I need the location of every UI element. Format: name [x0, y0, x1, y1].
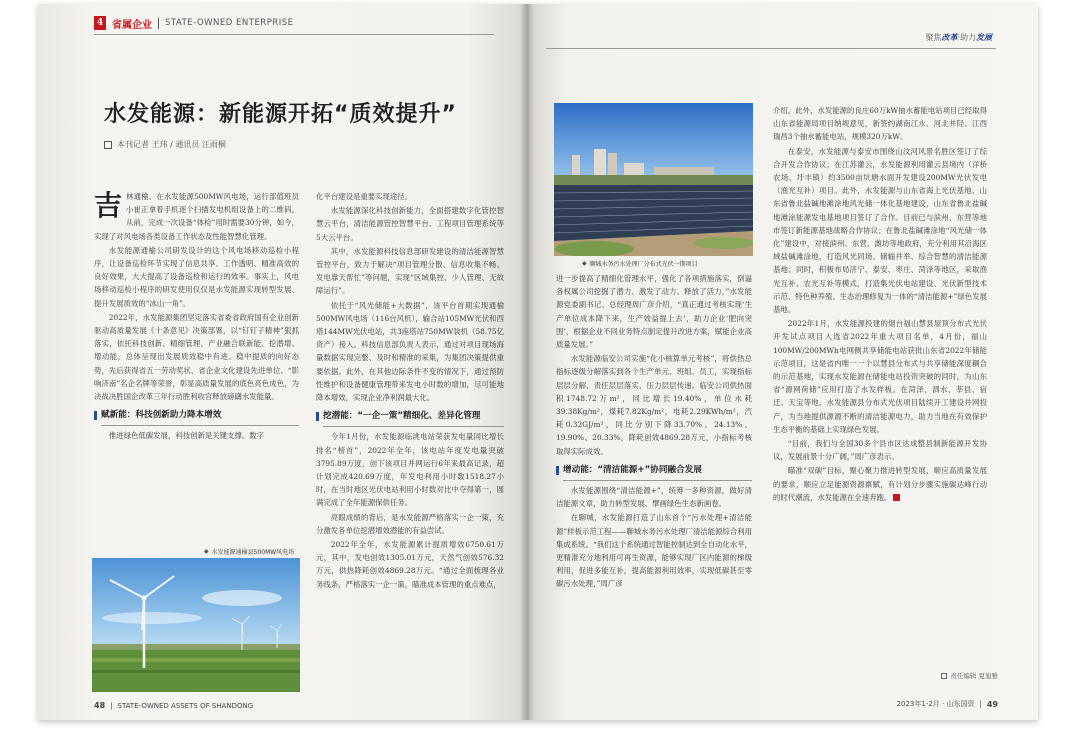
footer-divider: |	[110, 701, 113, 710]
paragraph: 今年1月份，水发能源临洮电站荣获发电量同比增长排名“榜首”，2022年全年，该电站年度发电量突破3795.89万度，创下该项目并网运行6年来最高记录，超计划完成420.69万度，年发电利用小时数1518.27小时，在当时地区光伏电站利用小时数对比中夺得第一，圆满完成了全年能源保供任务。	[316, 432, 504, 508]
subheading: 挖潜能：“一企一策”精细化、差异化管理	[316, 410, 504, 427]
article-column-4	[773, 104, 987, 505]
paragraph: 依托于“风光储能+大数据”，该平台首期实现通榆500MW风电场（116台风机），输合站105MW光伏和西塔144MW光伏电站，共3座塔站750MW装机（58.75亿资产）接入。科技信息部负责人表示，通过对项目现场海量数据实现完整、及时和精准的采集，为集团决策提供重要依据。此外，在其他边际条件不变的情况下，通过预防性维护和设备健康管理带来发电小时数的增加，尽可能地降本增效，实现企业净利润最大化。	[316, 300, 504, 403]
paragraph: 水发能源临安公司实施“化小核算单元考核”，将供热总指标逐级分解落实到各个生产单元、班组、员工，实现指标层层分解、责任层层落实、压力层层传递。临安公司供热面积1748.72万m²，同比增长19.40%，单位水耗39.38Kg/m²，煤耗7.82Kg/m²，电耗2.29KWh/m²，汽耗0.32GJ/m²，同比分别下降33.70%、24.13%、19.90%、20.33%，降耗创效4869.28万元，小指标考核取得实际成效。	[556, 354, 752, 456]
section-title-en: STATE-OWNED ENTERPRISE	[165, 18, 294, 28]
paragraph: 亮眼成绩的背后，是水发能源严格落实一企一策，充分激发各单位挖潜增效潜能的有益尝试。	[316, 512, 504, 535]
paragraph: 化平台建设是重要实现途径。	[316, 192, 413, 201]
header-rule	[94, 34, 494, 35]
paragraph: 瞄准“双碳”目标，聚心聚力推进转型发展，顺应高质量发展的要求，顺应立足能源资源禀赋，有计划分步骤实施碳达峰行动的时代潮流，水发能源在全速奔跑。	[773, 466, 987, 502]
left-page	[38, 4, 526, 720]
header-rule	[546, 48, 996, 49]
byline-text: 本刊记者 王玮 / 通讯员 汪雨桐	[117, 140, 226, 149]
paragraph: 2022年，水发能源集团坚定落实省委省政府国有企业创新驱动高质量发展《十条意见》决策部署，以“钉钉子精神”狠抓落实，依托科技创新、精细管理、产业融合联新能、挖潜增、增动能，总体呈现出发展质效稳中有进、稳中提质的向好态势，先后获得省五一劳动奖状、省企业文化建设先进单位、“影响济南”名企名牌等荣誉，彰显高质量发展的底色亮色成色，为决战决胜国企改革三年行动胜利收官释放磅礴水发能量。	[94, 312, 299, 402]
subheading: 增动能：“清洁能源+”协同融合发展	[556, 464, 752, 481]
paragraph: 介绍。此外，水发能源的良庄60万kW抽水蓄能电站项目已经取得山东省能源局项目纳规意见，新签约湖南江永、河北井陉、江西瑞昌3个抽水蓄能电站，规模320万kW。	[773, 106, 987, 142]
solar-plant-photo	[554, 103, 753, 256]
paragraph: 其中，水发能源科技信息部研发建设的清洁能源智慧管控平台，致力于解决“项目管理分散、信息收集不畅、发电靠天帮忙”等问题，实现“区域集控、少人管理、无故障运行”。	[316, 246, 504, 296]
page-footer-right	[897, 699, 998, 709]
paragraph: 水发能源围绕“清洁能源+”，统筹一多种资源，做好清洁能源文章，助力转型发展、擘画绿色生态新画卷。	[556, 486, 752, 509]
byline	[104, 139, 226, 150]
photo-caption: ◆ 聊城水务污水处理厂分布式光伏一期项目	[582, 260, 698, 268]
paragraph: 2022年全年，水发能源累计提质增效6750.61万元，其中，发电创效1305.01万元，天然气创效576.32万元，供热降耗创效4869.28万元。“通过全面梳理各业务线条，严格落实一企一策，瞄准成本管理的重点难点，	[316, 540, 504, 589]
article-column-1	[94, 190, 299, 444]
drop-cap: 吉	[94, 189, 123, 222]
page-number: 49	[986, 699, 998, 709]
paragraph: 水发能源通榆公司研发设计的这个风电场移动巡检小程序，让设备巡检环节实现了信息共享、工作透明、精准高效的良好效果，大大提高了设备巡检和运行的效率。事实上，风电场移动巡检小程序的研发使用仅仅是水发能源实现转型发展、提升发展质效的“冰山一角”。	[94, 245, 299, 308]
page-footer-left	[94, 701, 253, 710]
footer-divider: |	[979, 700, 982, 708]
paragraph: 在泰安，水发能源与泰安市围绕山汶河风景名胜区签订了综合开发合作协议；在江苏灌云，水发能源利用灌云县境内（洋桥农场、圩丰镇）约3500亩坑塘水面开发建设200MW光伏发电（渔光互补）项目。此外，水发能源与山东省海上光伏基地、山东省鲁北盐碱地滩涂地风光储一体化基地建设，山东省鲁北盐碱地滩涂能源发电基地项目签订了合作。目前已与滨州、东营等地市签订新能源基地战略合作协议；在鲁北盐碱滩涂地“风光储一体化”建设中，对接滨州、东营、潍坊等地政府，充分利用其沿海区域盐碱滩涂地，打造风光同场、储输并举、综合智慧的清洁能源基地；同时，积极布局济宁、泰安、枣庄、菏泽等地区，采取渔光互补、农光互补等模式，打造集光伏电站建设、光伏新型技术示范、特色种养殖、生态治理修复为一体的“清洁能源+”绿色发展基地。	[773, 146, 987, 315]
article-column-3	[556, 272, 752, 592]
camera-icon: ◆	[582, 260, 587, 267]
editor-credit: 责任编辑 夏旭雅	[941, 671, 998, 680]
paragraph: 进一步提高了精细化管理水平，强化了各项措施落实，倒逼各权属公司挖掘了潜力、激发了动力、释放了活力，”水发能源党委副书记、总经理周广彦介绍，“真正通过考核实现‘生产单位成本降下来，生产效益提上去’，助力企业‘肥向突围’，根据企业不同业务特点制定提升改进方案，赋能企业高质量发展。”	[556, 274, 752, 350]
section-badge: 4	[94, 16, 106, 30]
end-of-article-icon	[893, 494, 900, 501]
header-divider	[158, 18, 159, 29]
issue-info: 2023年1-2月 · 山东国资	[896, 700, 975, 708]
camera-icon: ◆	[204, 548, 209, 555]
editor-marker-icon	[941, 673, 947, 679]
paragraph: “目前，我们与全国30多个县市区达成整县制新能源开发协议，发展前景十分广阔，”周广彦表示。	[773, 439, 987, 462]
paragraph: 吉林通榆。在水发能源500MW风电场，运行部值班员小崔正拿着手机逐个扫描发电机组设备上的二维码，从前，完成一次设备“体检”用时需要30分钟，如今，实现了对风电场各类设备工作状态及性能智慧化管理。	[94, 189, 299, 241]
magazine-spread	[38, 4, 1038, 720]
paragraph: 在聊城，水发能源打造了山东首个“污水处理+清洁能源”样板示范工程——聊城水务污水处理厂清洁能源综合利用集成系统。“我们这个系统通过智能控制达到全自动化水平，更精准充分地利用可再生资源，能够实现厂区内能源的梯级利用，促进多能互补，提高能源利用效率，实现低碳甚至零碳污水处理，”周广彦	[556, 513, 752, 589]
article-column-2	[316, 190, 504, 592]
wind-farm-illustration	[92, 558, 300, 692]
photo-caption: ◆ 水发能源通榆县500MW风电场	[204, 548, 295, 556]
section-title-zh: 省属企业	[112, 19, 152, 31]
section-header-right: 聚焦改革·助力发展	[925, 33, 992, 42]
subheading: 赋新能：科技创新助力降本增效	[94, 409, 299, 426]
paragraph: 2022年1月，水发能源投建的烟台福山慧县屋顶分布式光伏开发试点项目入选省2022年重大项目名单，4月份，福山100MW/200MWh电网侧共享储能电站获批山东省2022年储能示范项目，这是省内唯一一个以慧县分布式与共享储能深度耦合的示范基地，实现水发能源在储能电站投资突破的同时，为山东省“源网荷储”应用打造了水发样板。在菏泽、泗水、莘县、宿迁、天宝等地，水发能源县分布式光伏项目陆续开工建设并网投产，为当地提供源源不断的清洁能源电力，助力当地在有效保护生态平衡的基础上实现绿色发展。	[773, 319, 987, 434]
page-number: 48	[94, 701, 106, 710]
book-gutter	[520, 4, 534, 720]
wind-farm-photo	[92, 558, 300, 692]
paragraph: 推进绿色低碳发展，科技创新是关键支撑。数字	[108, 431, 265, 441]
article-title: 水发能源：新能源开拓“质效提升”	[104, 102, 457, 127]
publication-name: STATE-OWNED ASSETS OF SHANDONG	[117, 701, 254, 710]
paragraph: 水发能源深化科技创新能力，全面搭建数字化管控智慧云平台，清洁能源管控智慧平台、工程项目管理系统等5大云平台。	[316, 206, 504, 242]
byline-marker-icon	[104, 141, 112, 149]
section-header	[94, 14, 294, 32]
right-page	[526, 4, 1038, 720]
solar-plant-illustration	[554, 103, 753, 256]
